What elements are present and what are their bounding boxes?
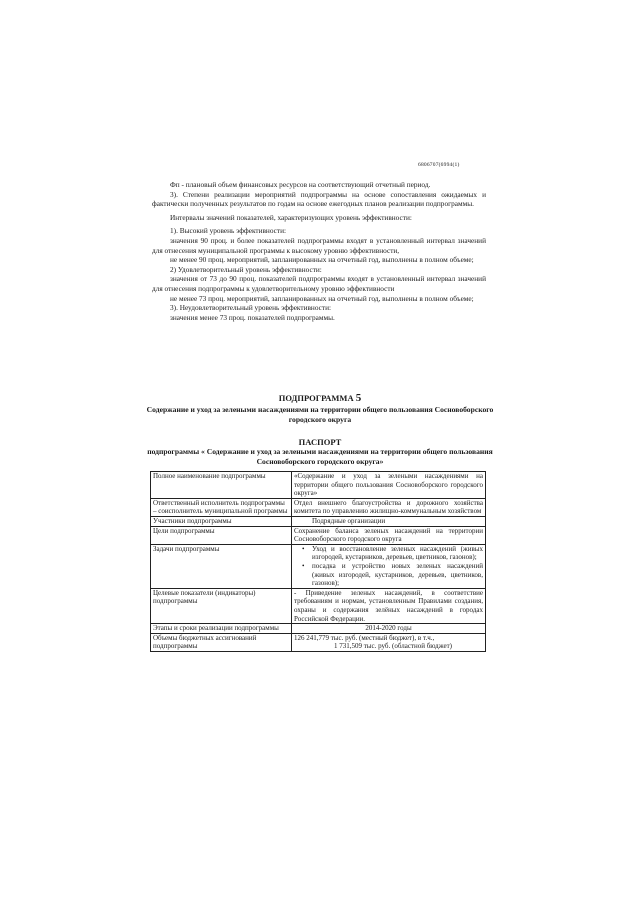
indicators-label: Целевые показатели (индикаторы) подпрограммы xyxy=(151,588,292,623)
subprogram-title: Содержание и уход за зелеными насаждениями на территории общего пользования Сосновоборского городского округа xyxy=(146,405,494,424)
budget-line-2: 1 731,509 тыс. руб. (областной бюджет) xyxy=(334,642,452,651)
goals-value: Сохранение баланса зеленых насаждений на территории Сосновоборского городского округа xyxy=(292,526,486,544)
full-name-value: «Содержание и уход за зелеными насаждениями на территории общего пользования Сосновоборского городского округа» xyxy=(292,472,486,499)
executor-label: Ответственный исполнитель подпрограммы – соисполнитель муниципальной программы xyxy=(151,498,292,516)
tasks-list xyxy=(294,545,483,588)
table-row xyxy=(151,498,486,516)
passport-table xyxy=(150,471,486,652)
stages-label: Этапы и сроки реализации подпрограммы xyxy=(151,624,292,634)
table-row xyxy=(151,624,486,634)
satisfactory-level-text-2: не менее 73 проц. мероприятий, запланированных на отчетный год, выполнены в полном объеме; xyxy=(170,293,474,303)
participants-value: Подрядные организации xyxy=(292,516,486,526)
table-row xyxy=(151,472,486,499)
subprogram-label: ПОДПРОГРАММА xyxy=(278,393,354,403)
satisfactory-level-text-1: значения от 73 до 90 проц. показателей подпрограммы входят в установленный интервал значений для отнесения подпрограммы к удовлетворительному уровню эффективности xyxy=(152,274,486,293)
fp-definition: Фп - плановый объем финансовых ресурсов на соответствующий отчетный период. xyxy=(170,180,431,189)
table-row xyxy=(151,526,486,544)
subprogram-number: 5 xyxy=(355,392,362,404)
item-3-paragraph: 3). Степени реализации мероприятий подпрограммы на основе сопоставления ожидаемых и фактически полученных результатов по годам на основе ежегодных планов реализации подпрограммы. xyxy=(152,189,486,209)
intervals-paragraph: Интервалы значений показателей, характеризующих уровень эффективности: xyxy=(170,212,412,222)
table-row xyxy=(151,588,486,623)
stages-value: 2014-2020 годы xyxy=(292,624,486,634)
evaluation-text xyxy=(152,180,486,322)
table-row xyxy=(151,516,486,526)
subprogram-header xyxy=(140,392,500,404)
low-level-text: значения менее 73 проц. показателей подпрограммы. xyxy=(170,312,335,322)
high-level-text-1: значения 90 проц. и более показателей подпрограммы входят в установленный интервал значений для отнесения муниципальной программы к высокому уровню эффективности, xyxy=(152,235,486,255)
low-level-heading: 3). Неудовлетворительный уровень эффективности: xyxy=(170,303,332,313)
tasks-value xyxy=(292,544,486,588)
list-item: • посадка и устройство новых зеленых насаждений (живых изгородей, кустарников, деревьев, цветников, газонов); xyxy=(312,562,483,588)
full-name-label: Полное наименование подпрограммы xyxy=(151,472,292,499)
list-item: • Уход и восстановление зеленых насаждений (живых изгородей, кустарников, деревьев, цветников, газонов); xyxy=(312,545,483,562)
executor-value: Отдел внешнего благоустройства и дорожного хозяйства комитета по управлению жилищно-коммунальным хозяйством xyxy=(292,498,486,516)
high-level-text-2: не менее 90 проц. мероприятий, запланированных на отчетный год, выполнены в полном объеме; xyxy=(170,255,474,265)
goals-label: Цели подпрограммы xyxy=(151,526,292,544)
budget-line-1: 126 241,779 тыс. руб. (местный бюджет), в т.ч., xyxy=(294,633,435,642)
high-level-heading: 1). Высокий уровень эффективности: xyxy=(170,226,287,236)
tasks-label: Задачи подпрограммы xyxy=(151,544,292,588)
satisfactory-level-heading: 2) Удовлетворительный уровень эффективности: xyxy=(170,264,322,274)
passport-heading: ПАСПОРТ xyxy=(298,437,342,447)
indicators-value: - Приведение зеленых насаждений, в соответствие требованиям и нормам, установленным Правилами создания, охраны и содержания зелёных насаждений в городах Российской Федерации. xyxy=(292,588,486,623)
document-id: 6806707(6994(1) xyxy=(418,162,460,168)
table-row xyxy=(151,633,486,651)
budget-value xyxy=(292,633,486,651)
budget-label: Объемы бюджетных ассигнований подпрограммы xyxy=(151,633,292,651)
passport-subheading: подпрограммы « Содержание и уход за зелеными насаждениями на территории общего пользования Сосновоборского городского округа» xyxy=(147,447,493,466)
participants-label: Участники подпрограммы xyxy=(151,516,292,526)
subprogram-label-line xyxy=(140,392,500,404)
table-row xyxy=(151,544,486,588)
